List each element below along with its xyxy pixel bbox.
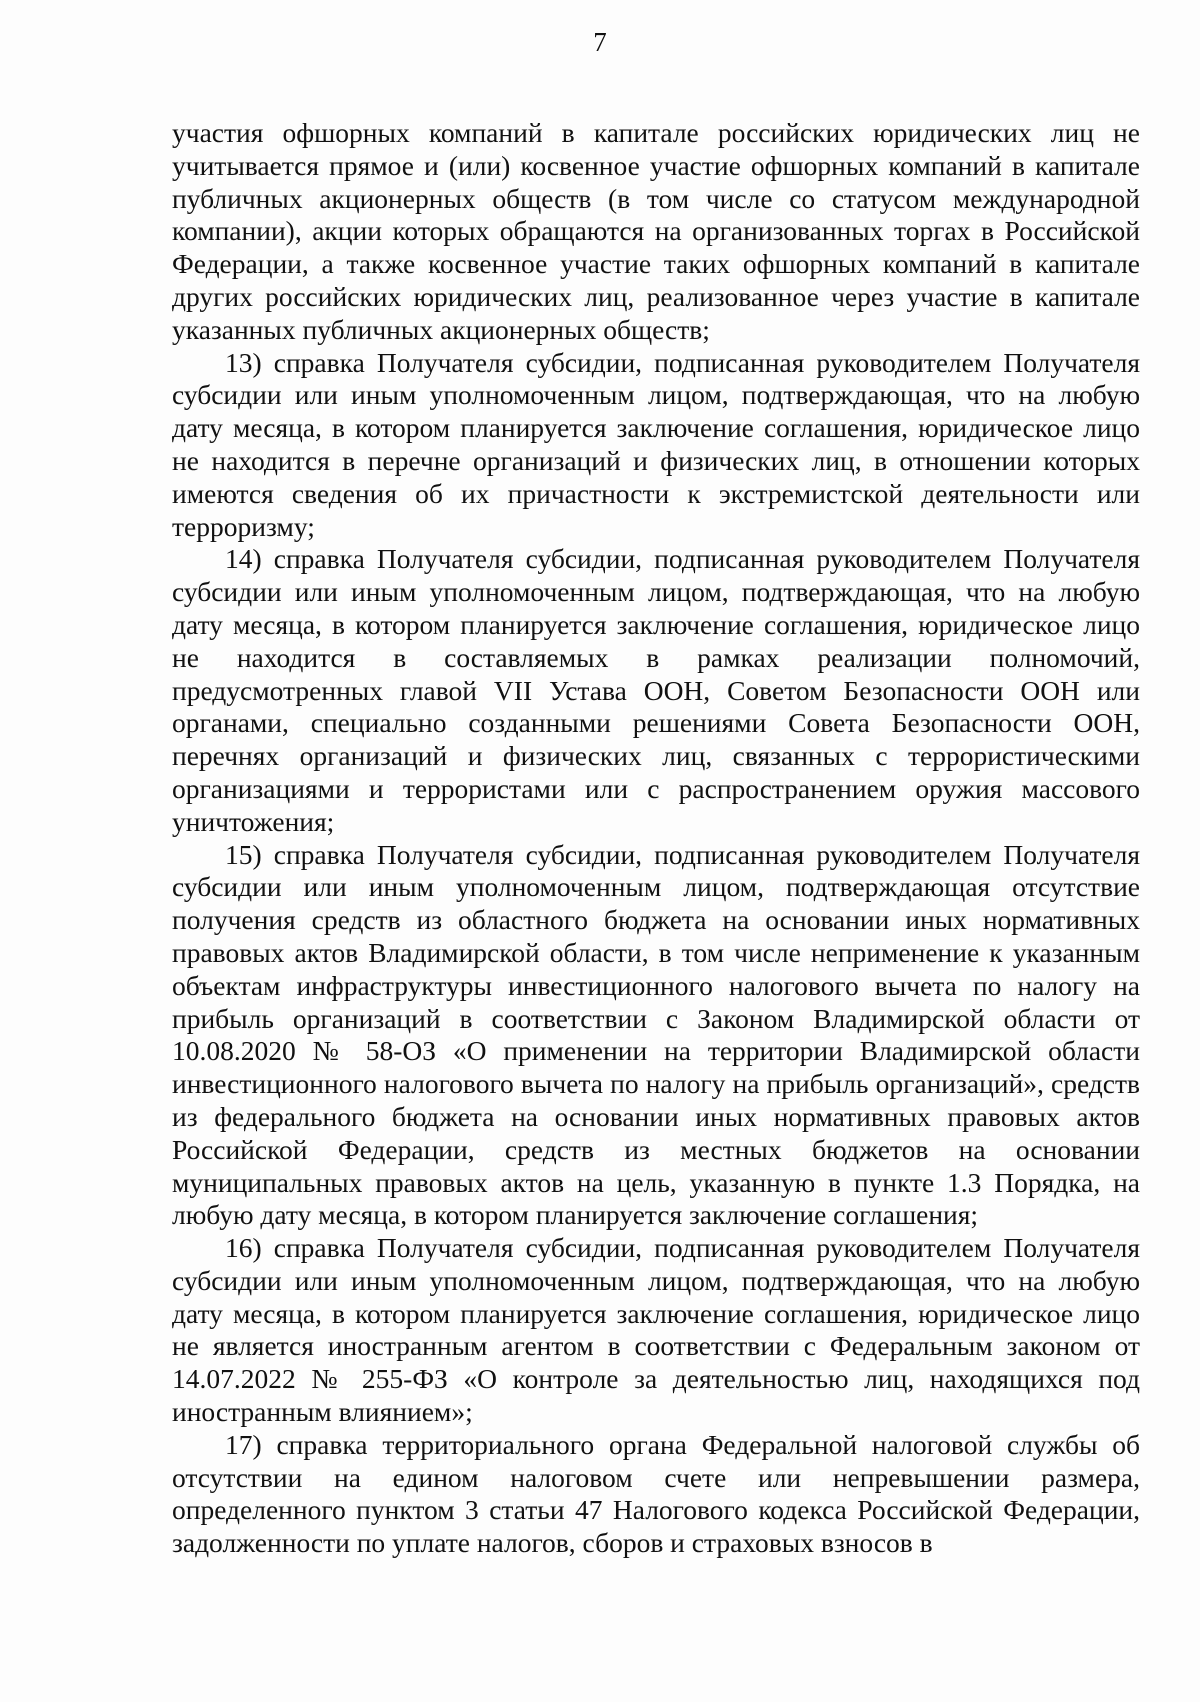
paragraph-item-16: 16) справка Получателя субсидии, подписанная руководителем Получателя субсидии или иным уполномоченным лицом, подтверждающая, что на любую дату месяца, в котором планируется заключение соглашения, юридическое лицо не является иностранным агентом в соответствии с Федеральным законом от 14.07.2022 № 255-ФЗ «О контроле за деятельностью лиц, находящихся под иностранным влиянием»; [172,1232,1140,1428]
paragraph-item-13: 13) справка Получателя субсидии, подписанная руководителем Получателя субсидии или иным уполномоченным лицом, подтверждающая, что на любую дату месяца, в котором планируется заключение соглашения, юридическое лицо не находится в перечне организаций и физических лиц, в отношении которых имеются сведения об их причастности к экстремистской деятельности или терроризму; [172,346,1140,542]
paragraph-item-14: 14) справка Получателя субсидии, подписанная руководителем Получателя субсидии или иным уполномоченным лицом, подтверждающая, что на любую дату месяца, в котором планируется заключение соглашения, юридическое лицо не находится в составляемых в рамках реализации полномочий, предусмотренных главой VII Устава ООН, Советом Безопасности ООН или органами, специально созданными решениями Совета Безопасности ООН, перечнях организаций и физических лиц, связанных с террористическими организациями и террористами или с распространением оружия массового уничтожения; [172,543,1140,837]
paragraph-continuation: участия офшорных компаний в капитале российских юридических лиц не учитывается прямое и (или) косвенное участие офшорных компаний в капитале публичных акционерных обществ (в том числе со статусом международной компании), акции которых обращаются на организованных торгах в Российской Федерации, а также косвенное участие таких офшорных компаний в капитале других российских юридических лиц, реализованное через участие в капитале указанных публичных акционерных обществ; [172,117,1140,345]
paragraph-item-17: 17) справка территориального органа Федеральной налоговой службы об отсутствии на едином налоговом счете или непревышении размера, определенного пунктом 3 статьи 47 Налогового кодекса Российской Федерации, задолженности по уплате налогов, сборов и страховых взносов в [172,1428,1140,1559]
paragraph-item-15: 15) справка Получателя субсидии, подписанная руководителем Получателя субсидии или иным уполномоченным лицом, подтверждающая отсутствие получения средств из областного бюджета на основании иных нормативных правовых актов Владимирской области, в том числе неприменение к указанным объектам инфраструктуры инвестиционного налогового вычета по налогу на прибыль организаций в соответствии с Законом Владимирской области от 10.08.2020 № 58-ОЗ «О применении на территории Владимирской области инвестиционного налогового вычета по налогу на прибыль организаций», средств из федерального бюджета на основании иных нормативных правовых актов Российской Федерации, средств из местных бюджетов на основании муниципальных правовых актов на цель, указанную в пункте 1.3 Порядка, на любую дату месяца, в котором планируется заключение соглашения; [172,838,1140,1231]
document-body [172,117,1140,1560]
page-number: 7 [593,27,607,57]
